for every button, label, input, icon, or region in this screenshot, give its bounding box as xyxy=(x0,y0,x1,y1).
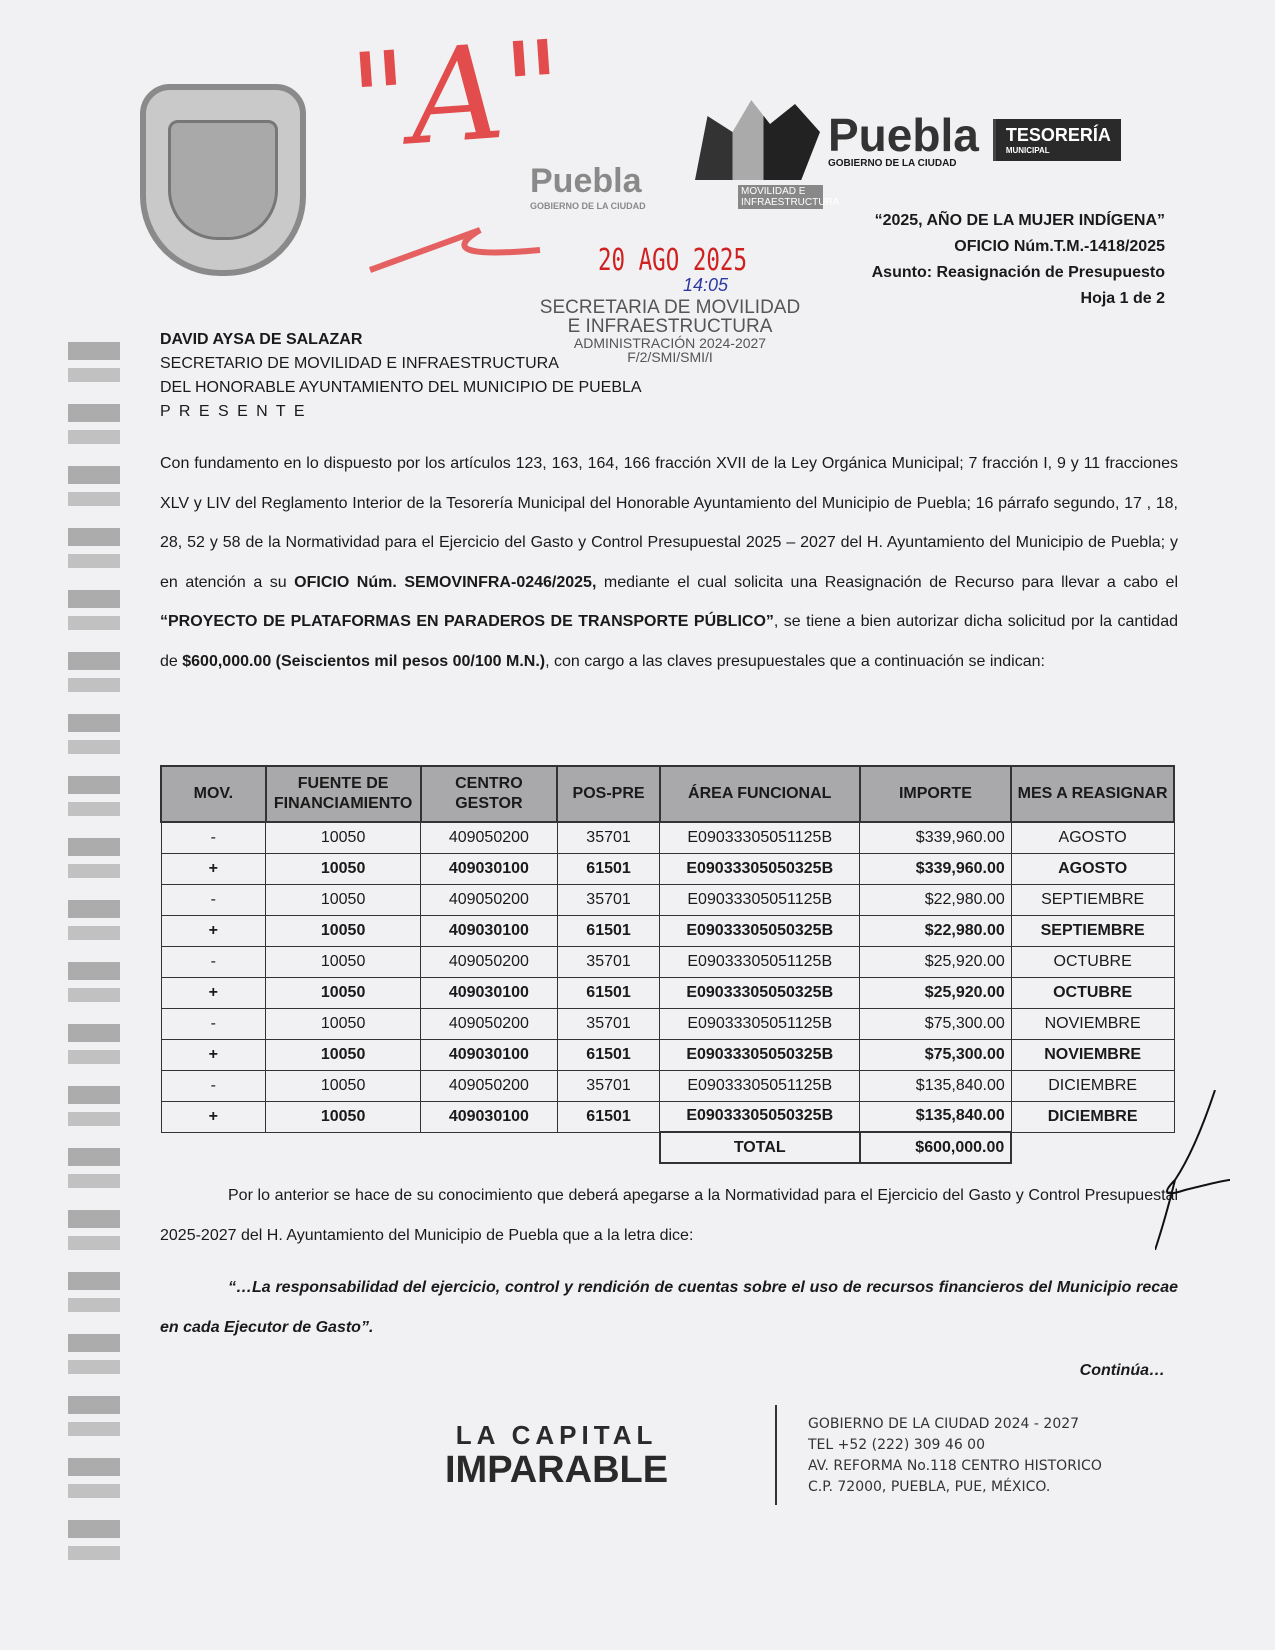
table-cell: E09033305050325B xyxy=(660,977,860,1008)
table-cell: E09033305051125B xyxy=(660,946,860,977)
table-cell: 10050 xyxy=(266,915,421,946)
table-cell: 10050 xyxy=(266,1070,421,1101)
table-cell: - xyxy=(161,1070,266,1101)
table-row xyxy=(161,946,1174,977)
table-cell: OCTUBRE xyxy=(1011,946,1174,977)
table-cell: E09033305051125B xyxy=(660,884,860,915)
asunto: Asunto: Reasignación de Presupuesto xyxy=(871,264,1165,281)
budget-table xyxy=(160,765,1175,1164)
text: $600,000.00 (Seiscientos mil pesos 00/100 M.N.) xyxy=(182,652,546,670)
table-cell: E09033305050325B xyxy=(660,1101,860,1132)
table-cell: AGOSTO xyxy=(1011,822,1174,853)
table-cell: E09033305051125B xyxy=(660,822,860,853)
addr-line: GOBIERNO DE LA CIUDAD 2024 - 2027 xyxy=(808,1416,1080,1432)
table-cell: AGOSTO xyxy=(1011,853,1174,884)
table-cell: $22,980.00 xyxy=(860,915,1012,946)
column-header: CENTRO GESTOR xyxy=(421,766,558,822)
table-cell: 61501 xyxy=(557,915,660,946)
column-header: POS-PRE xyxy=(557,766,660,822)
recipient-name: DAVID AYSA DE SALAZAR xyxy=(160,331,363,348)
table-row xyxy=(161,915,1174,946)
table-row xyxy=(161,853,1174,884)
recipient-org: DEL HONORABLE AYUNTAMIENTO DEL MUNICIPIO DE PUEBLA xyxy=(160,379,642,396)
movilidad-logo-stamp xyxy=(530,162,646,211)
table-cell: $135,840.00 xyxy=(860,1070,1012,1101)
table-cell: 61501 xyxy=(557,1101,660,1132)
table-cell: 409030100 xyxy=(421,915,558,946)
table-cell: - xyxy=(161,822,266,853)
stamp-line: ADMINISTRACIÓN 2024-2027 xyxy=(573,335,767,351)
table-cell: 35701 xyxy=(557,822,660,853)
table-cell: 10050 xyxy=(266,1039,421,1070)
table-cell: 409030100 xyxy=(421,853,558,884)
table-row xyxy=(161,1039,1174,1070)
table-cell: 10050 xyxy=(266,1008,421,1039)
la-capital-imparable-logo xyxy=(445,1420,668,1489)
total-label: TOTAL xyxy=(660,1132,860,1163)
stamp-line: F/2/SMI/SMI/I xyxy=(627,349,713,365)
footer-address xyxy=(808,1414,1102,1498)
continua: Continúa… xyxy=(1079,1362,1165,1379)
table-cell: + xyxy=(161,977,266,1008)
table-cell: E09033305051125B xyxy=(660,1008,860,1039)
total-value: $600,000.00 xyxy=(860,1132,1012,1163)
table-cell: 10050 xyxy=(266,946,421,977)
table-cell: E09033305050325B xyxy=(660,853,860,884)
table-cell: 61501 xyxy=(557,853,660,884)
table-cell: 61501 xyxy=(557,977,660,1008)
table-cell: 35701 xyxy=(557,1008,660,1039)
recipient-title: SECRETARIO DE MOVILIDAD E INFRAESTRUCTURA xyxy=(160,355,559,372)
table-cell: - xyxy=(161,884,266,915)
table-cell: 35701 xyxy=(557,884,660,915)
table-cell: 35701 xyxy=(557,1070,660,1101)
presente: P R E S E N T E xyxy=(160,403,307,420)
table-row xyxy=(161,884,1174,915)
addr-line: C.P. 72000, PUEBLA, PUE, MÉXICO. xyxy=(808,1479,1051,1495)
table-cell: $75,300.00 xyxy=(860,1039,1012,1070)
table-cell: + xyxy=(161,915,266,946)
table-cell: 409050200 xyxy=(421,946,558,977)
column-header: IMPORTE xyxy=(860,766,1012,822)
table-cell: 409050200 xyxy=(421,822,558,853)
table-cell: 409030100 xyxy=(421,1039,558,1070)
table-cell: DICIEMBRE xyxy=(1011,1101,1174,1132)
municipal-seal xyxy=(140,84,306,276)
table-cell: 10050 xyxy=(266,977,421,1008)
page-indicator: Hoja 1 de 2 xyxy=(1080,290,1165,307)
stamp-logo-text: Puebla xyxy=(530,162,642,200)
stamp-logo-sub: GOBIERNO DE LA CIUDAD xyxy=(530,201,646,211)
table-cell: OCTUBRE xyxy=(1011,977,1174,1008)
received-time: 14:05 xyxy=(683,275,729,295)
table-cell: $135,840.00 xyxy=(860,1101,1012,1132)
table-cell: $22,980.00 xyxy=(860,884,1012,915)
text: OFICIO Núm. SEMOVINFRA-0246/2025, xyxy=(294,573,597,591)
year-motto: “2025, AÑO DE LA MUJER INDÍGENA” xyxy=(874,212,1165,229)
signature xyxy=(1155,1090,1235,1250)
table-cell: + xyxy=(161,1101,266,1132)
stamp-dept: MOVILIDAD E INFRAESTRUCTURA xyxy=(738,185,823,209)
table-cell: 10050 xyxy=(266,1101,421,1132)
column-header: MES A REASIGNAR xyxy=(1011,766,1174,822)
table-cell: 61501 xyxy=(557,1039,660,1070)
table-row xyxy=(161,1070,1174,1101)
text: , se tiene a bien autorizar dicha solicitud por la cantidad de xyxy=(160,613,1178,670)
handwritten-red-mark: "A" xyxy=(344,11,569,179)
addr-line: TEL +52 (222) 309 46 00 xyxy=(808,1437,985,1453)
addr-line: AV. REFORMA No.118 CENTRO HISTORICO xyxy=(808,1458,1102,1474)
table-cell: $25,920.00 xyxy=(860,946,1012,977)
oficio-number: OFICIO Núm.T.M.-1418/2025 xyxy=(954,238,1165,255)
table-cell: E09033305050325B xyxy=(660,1039,860,1070)
table-cell: 409050200 xyxy=(421,1070,558,1101)
table-cell: $339,960.00 xyxy=(860,853,1012,884)
text: “PROYECTO DE PLATAFORMAS EN PARADEROS DE TRANSPORTE PÚBLICO” xyxy=(160,613,774,630)
table-cell: 10050 xyxy=(266,884,421,915)
body-paragraph-1 xyxy=(160,444,1178,681)
slogan-line1: LA CAPITAL xyxy=(455,1420,658,1450)
recipient-block xyxy=(160,328,642,424)
table-row xyxy=(161,1008,1174,1039)
table-row xyxy=(161,822,1174,853)
table-cell: 409050200 xyxy=(421,884,558,915)
table-cell: NOVIEMBRE xyxy=(1011,1039,1174,1070)
tesoreria-sub: MUNICIPAL xyxy=(1005,146,1050,155)
table-cell: + xyxy=(161,1039,266,1070)
total-row xyxy=(161,1132,1174,1163)
table-cell: 10050 xyxy=(266,853,421,884)
column-header: FUENTE DE FINANCIAMIENTO xyxy=(266,766,421,822)
spacer xyxy=(1011,1132,1174,1163)
table-cell: E09033305051125B xyxy=(660,1070,860,1101)
text: mediante el cual solicita una Reasignación de Recurso para llevar a cabo el xyxy=(596,573,1179,591)
table-row xyxy=(161,1101,1174,1132)
table-cell: - xyxy=(161,946,266,977)
table-cell: SEPTIEMBRE xyxy=(1011,884,1174,915)
table-cell: SEPTIEMBRE xyxy=(1011,915,1174,946)
footer-divider xyxy=(775,1405,777,1505)
column-header: ÁREA FUNCIONAL xyxy=(660,766,860,822)
table-cell: $75,300.00 xyxy=(860,1008,1012,1039)
table-cell: 409050200 xyxy=(421,1008,558,1039)
tesoreria-label: TESORERÍA xyxy=(1005,125,1111,145)
table-cell: 35701 xyxy=(557,946,660,977)
text: , con cargo a las claves presupuestales que a continuación se indican: xyxy=(545,652,1045,670)
table-cell: $25,920.00 xyxy=(860,977,1012,1008)
table-cell: 409030100 xyxy=(421,1101,558,1132)
table-cell: 409030100 xyxy=(421,977,558,1008)
table-cell: - xyxy=(161,1008,266,1039)
table-cell: E09033305050325B xyxy=(660,915,860,946)
quote: “…La responsabilidad del ejercicio, control y rendición de cuentas sobre el uso de recursos financieros del Municipio recae en cada Ejecutor de Gasto”. xyxy=(160,1279,1178,1336)
text: Con fundamento en lo dispuesto por los artículos 123, 163, 164, 166 fracción XVII de la Ley Orgánica Municipal; 7 fracción I, 9 y 11 fracciones XLV y LIV del Reglamento Interior de la Tesorería Municipal del Honorable Ayuntamiento del Municipio de Puebla; 16 párrafo segundo, 17 , 18, 28, 52 y 58 de la Normatividad para el Ejercicio del Gasto y Control Presupuestal 2025 – 2027 del H. Ayuntamiento del Municipio de Puebla; y en atención a su xyxy=(160,455,1178,591)
logo-text: Puebla xyxy=(828,108,979,161)
stamp-line: E INFRAESTRUCTURA xyxy=(567,316,773,337)
logo-sub: GOBIERNO DE LA CIUDAD xyxy=(828,157,957,169)
decorative-border xyxy=(68,342,120,1578)
table-row xyxy=(161,977,1174,1008)
slogan-line2: IMPARABLE xyxy=(445,1449,669,1491)
city-emblem-icon xyxy=(695,100,820,180)
body-paragraph-2: Por lo anterior se hace de su conocimiento que deberá apegarse a la Normatividad para el Ejercicio del Gasto y Control Presupuestal 2025-2027 del H. Ayuntamiento del Municipio de Puebla que a la letra dice: xyxy=(160,1187,1178,1244)
table-cell: + xyxy=(161,853,266,884)
table-cell: DICIEMBRE xyxy=(1011,1070,1174,1101)
received-date-stamp: 20 AGO 2025 xyxy=(598,243,748,278)
spacer xyxy=(161,1132,660,1163)
table-cell: NOVIEMBRE xyxy=(1011,1008,1174,1039)
puebla-tesoreria-logo xyxy=(695,100,1121,180)
column-header: MOV. xyxy=(161,766,266,822)
table-cell: $339,960.00 xyxy=(860,822,1012,853)
tesoreria-box xyxy=(993,119,1121,161)
table-cell: 10050 xyxy=(266,822,421,853)
stamp-line: SECRETARIA DE MOVILIDAD xyxy=(539,297,801,318)
